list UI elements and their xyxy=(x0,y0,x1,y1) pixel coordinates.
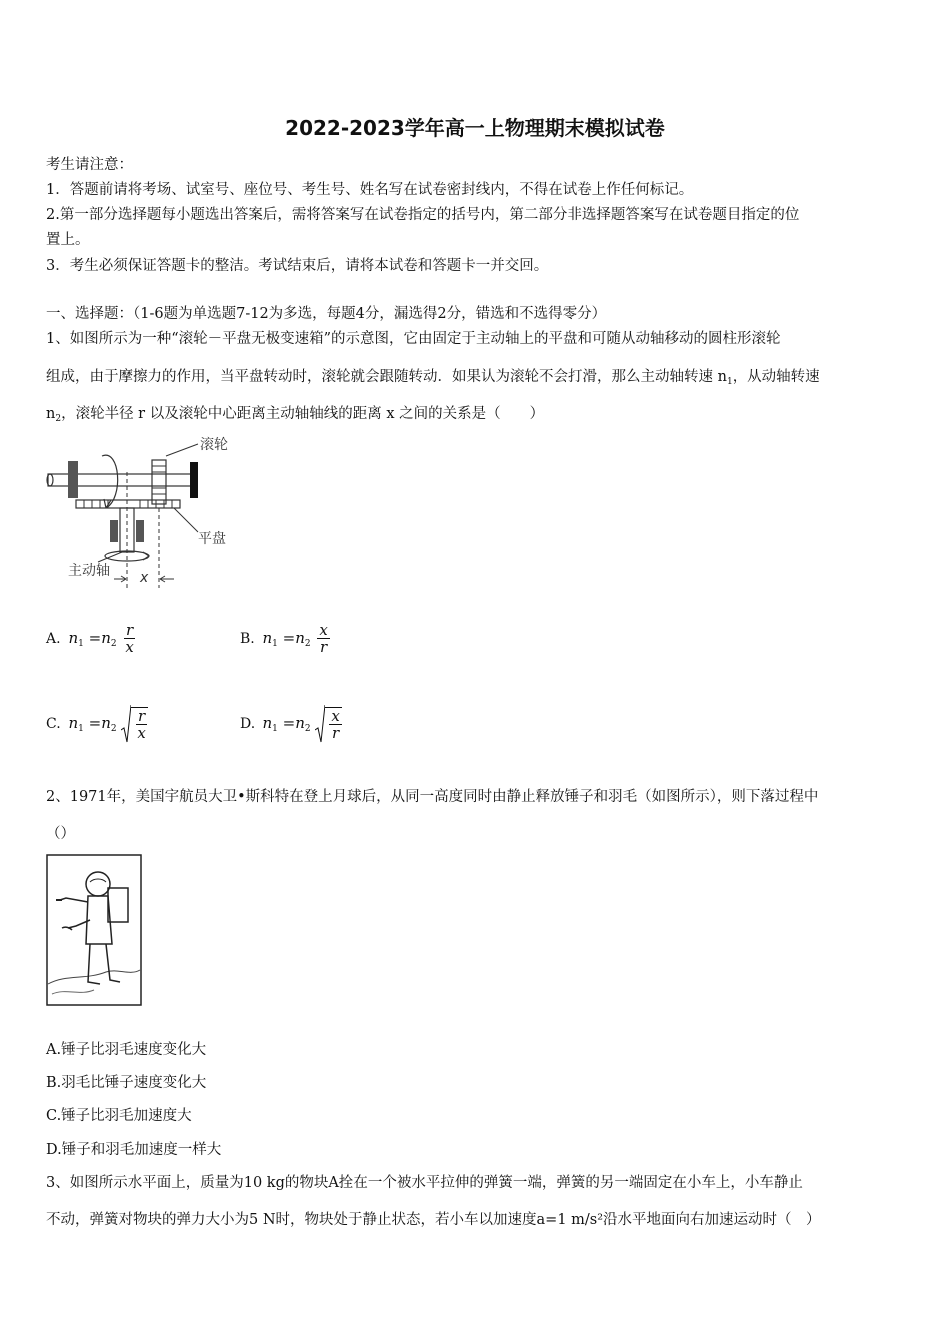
d-s1: 1 xyxy=(272,724,278,734)
page-title: 2022-2023学年高一上物理期末模拟试卷 xyxy=(285,116,665,140)
a-num: r xyxy=(126,621,134,639)
d-lhs: n xyxy=(262,714,273,732)
c-num: r xyxy=(138,707,146,725)
c-sqrt xyxy=(121,704,147,744)
a-fraction xyxy=(123,622,135,655)
q1-option-b[interactable] xyxy=(240,622,330,655)
a-rhs: n xyxy=(101,628,111,647)
c-rhs: n xyxy=(101,714,111,732)
q1-n2: n xyxy=(46,406,56,422)
a-lhs: n xyxy=(68,628,79,647)
q1-sub-1: 1 xyxy=(726,377,733,387)
option-c-label: C. xyxy=(46,716,61,732)
label-drive-shaft: 主动轴 xyxy=(68,563,110,579)
c-s2: 2 xyxy=(110,724,117,734)
q1-sub-2: 2 xyxy=(55,414,62,424)
a-eq: = xyxy=(88,628,102,647)
q3-line-2: 不动，弹簧对物块的弹力大小为5 N时，物块处于静止状态，若小车以加速度a=1 m/s²沿水平地面向右加速运动时（ ） xyxy=(46,1212,821,1228)
a-s1: 1 xyxy=(78,638,84,649)
q1-line-2-text: 组成，由于摩擦力的作用，当平盘转动时，滚轮就会跟随转动．如果认为滚轮不会打滑，那么主动轴转速 n xyxy=(46,369,727,385)
c-eq: = xyxy=(88,714,102,732)
q1-line-2-tail: ，从动轴转速 xyxy=(732,369,820,385)
b-s1: 1 xyxy=(272,638,278,649)
d-rhs: n xyxy=(295,714,305,732)
d-den: r xyxy=(332,724,340,742)
q2-option-b[interactable]: B.羽毛比锤子速度变化大 xyxy=(46,1075,207,1091)
q2-option-a[interactable]: A.锤子比羽毛速度变化大 xyxy=(46,1042,207,1058)
q1-option-c[interactable] xyxy=(46,704,148,744)
q1-line-1: 1、如图所示为一种“滚轮－平盘无极变速箱”的示意图，它由固定于主动轴上的平盘和可随从动轴移动的圆柱形滚轮 xyxy=(46,331,781,347)
a-den: x xyxy=(125,638,134,656)
q1-line-3 xyxy=(46,402,908,424)
b-rhs: n xyxy=(295,628,305,647)
section-heading: 一、选择题：（1-6题为单选题7-12为多选，每题4分，漏选得2分，错选和不选得零分） xyxy=(46,306,607,322)
notice-item-1: 1．答题前请将考场、试室号、座位号、考生号、姓名写在试卷密封线内，不得在试卷上作任何标记。 xyxy=(46,182,694,198)
b-den: r xyxy=(320,638,328,656)
option-d-label: D. xyxy=(240,716,256,732)
q3-line-1: 3、如图所示水平面上，质量为10 kg的物块A拴在一个被水平拉伸的弹簧一端，弹簧的另一端固定在小车上，小车静止 xyxy=(46,1175,803,1191)
astronaut-image xyxy=(46,854,142,1006)
label-x: x xyxy=(140,570,149,586)
d-sqrt xyxy=(315,704,341,744)
a-s2: 2 xyxy=(110,638,117,649)
notice-heading: 考生请注意： xyxy=(46,157,133,173)
b-fraction xyxy=(317,622,329,655)
q2-line-2: （） xyxy=(46,826,75,842)
b-lhs: n xyxy=(262,628,273,647)
notice-item-2-cont: 置上。 xyxy=(46,232,90,248)
notice-item-2: 2.第一部分选择题每小题选出答案后，需将答案写在试卷指定的括号内，第二部分非选择题答案写在试卷题目指定的位 xyxy=(46,207,800,223)
b-s2: 2 xyxy=(304,638,311,649)
q1-line-2 xyxy=(46,365,908,387)
label-disk: 平盘 xyxy=(198,531,226,547)
c-lhs: n xyxy=(68,714,79,732)
option-a-label: A. xyxy=(46,630,61,647)
label-wheel: 滚轮 xyxy=(200,437,228,453)
c-s1: 1 xyxy=(78,724,84,734)
q1-line-3-text: ，滚轮半径 r 以及滚轮中心距离主动轴轴线的距离 x 之间的关系是（ ） xyxy=(61,406,545,422)
d-s2: 2 xyxy=(304,724,311,734)
q1-option-d[interactable] xyxy=(240,704,342,744)
d-fraction xyxy=(329,708,341,741)
d-num: x xyxy=(331,707,340,725)
c-den: x xyxy=(137,724,146,742)
b-num: x xyxy=(319,621,328,639)
d-eq: = xyxy=(282,714,296,732)
gearbox-figure xyxy=(40,428,250,598)
q1-option-a[interactable] xyxy=(46,622,136,655)
notice-item-3: 3．考生必须保证答题卡的整洁。考试结束后，请将本试卷和答题卡一并交回。 xyxy=(46,258,549,274)
q2-line-1: 2、1971年，美国宇航员大卫•斯科特在登上月球后，从同一高度同时由静止释放锤子和羽毛（如图所示），则下落过程中 xyxy=(46,789,819,805)
option-b-label: B. xyxy=(240,630,255,647)
q2-option-d[interactable]: D.锤子和羽毛加速度一样大 xyxy=(46,1142,222,1158)
c-fraction xyxy=(135,708,147,741)
b-eq: = xyxy=(282,628,296,647)
astronaut-figure xyxy=(46,854,142,1006)
q2-option-c[interactable]: C.锤子比羽毛加速度大 xyxy=(46,1108,192,1124)
